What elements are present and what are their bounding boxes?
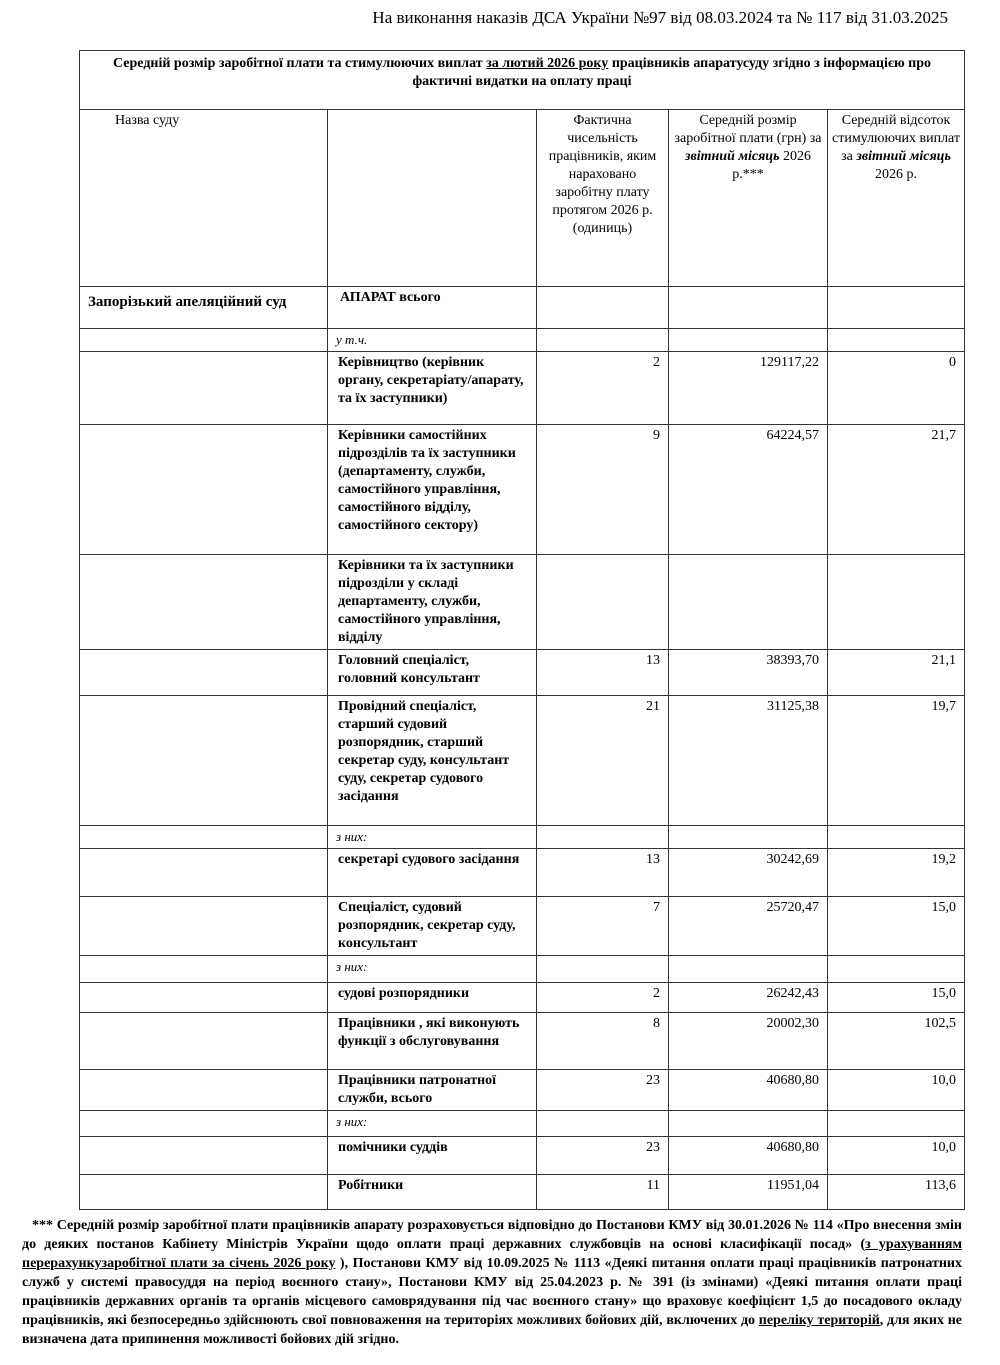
category-label: Головний спеціаліст, головний консультант [328, 650, 537, 696]
category-label: Робітники [328, 1175, 537, 1210]
title-period: за лютий 2026 року [486, 56, 609, 71]
avg-salary-cell: 25720,47 [669, 897, 828, 956]
table-title-row [80, 51, 965, 110]
salary-table [79, 50, 965, 1210]
court-cell [80, 425, 328, 555]
bonus-percent-cell: 21,1 [828, 650, 965, 696]
headcount-cell: 23 [537, 1070, 669, 1111]
category-label: помічники суддів [328, 1137, 537, 1175]
table-row [80, 329, 965, 352]
table-row [80, 696, 965, 826]
headcount-cell [537, 826, 669, 849]
bonus-percent-cell [828, 1111, 965, 1137]
table-row [80, 1070, 965, 1111]
bonus-percent-cell: 19,7 [828, 696, 965, 826]
court-cell: Запорізький апеляційний суд [80, 287, 328, 329]
bonus-percent-cell: 113,6 [828, 1175, 965, 1210]
category-label: з них: [328, 1111, 537, 1137]
category-label: Працівники патронатної служби, всього [328, 1070, 537, 1111]
bonus-percent-cell: 102,5 [828, 1013, 965, 1070]
header-court-name: Назва суду [80, 110, 328, 287]
table-row [80, 1137, 965, 1175]
category-label: Спеціаліст, судовий розпорядник, секретар суду, консультант [328, 897, 537, 956]
court-cell [80, 329, 328, 352]
bonus-percent-cell: 0 [828, 352, 965, 425]
header-bonus [828, 110, 965, 287]
category-label: АПАРАТ всього [328, 287, 537, 329]
bonus-percent-cell: 15,0 [828, 897, 965, 956]
header-bonus-year: 2026 р. [875, 167, 917, 182]
avg-salary-cell: 20002,30 [669, 1013, 828, 1070]
bonus-percent-cell: 10,0 [828, 1070, 965, 1111]
headcount-cell: 2 [537, 352, 669, 425]
headcount-cell [537, 956, 669, 983]
bonus-percent-cell: 21,7 [828, 425, 965, 555]
category-label: Працівники , які виконують функції з обслуговування [328, 1013, 537, 1070]
avg-salary-cell: 31125,38 [669, 696, 828, 826]
court-cell [80, 826, 328, 849]
headcount-cell: 9 [537, 425, 669, 555]
avg-salary-cell [669, 329, 828, 352]
avg-salary-cell [669, 287, 828, 329]
category-label: секретарі судового засідання [328, 849, 537, 897]
bonus-percent-cell [828, 287, 965, 329]
headcount-cell [537, 1111, 669, 1137]
bonus-percent-cell: 15,0 [828, 983, 965, 1013]
table-row [80, 650, 965, 696]
table-row [80, 287, 965, 329]
table-row [80, 849, 965, 897]
headcount-cell [537, 555, 669, 650]
court-cell [80, 983, 328, 1013]
table-row [80, 1175, 965, 1210]
footnote-text-3: , для яких не визначена дата припинення можливості бойових дій згідно. [22, 1313, 962, 1347]
table-title [80, 51, 965, 110]
title-text-2: працівників апаратусуду згідно з інформацією про фактичні видатки на оплату праці [412, 56, 931, 89]
table-row [80, 555, 965, 650]
category-label: Провідний спеціаліст, старший судовий розпорядник, старший секретар суду, консультант суду, секретар судового засідання [328, 696, 537, 826]
bonus-percent-cell [828, 329, 965, 352]
category-label: у т.ч. [328, 329, 537, 352]
court-cell [80, 849, 328, 897]
headcount-cell: 13 [537, 650, 669, 696]
table-row [80, 425, 965, 555]
court-cell [80, 956, 328, 983]
headcount-cell: 23 [537, 1137, 669, 1175]
bonus-percent-cell: 10,0 [828, 1137, 965, 1175]
bonus-percent-cell [828, 826, 965, 849]
court-cell [80, 1175, 328, 1210]
footnote-link-territories: переліку територій [758, 1313, 880, 1328]
headcount-cell: 8 [537, 1013, 669, 1070]
title-text: Середній розмір заробітної плати та стимулюючих виплат [113, 56, 487, 71]
order-reference: На виконання наказів ДСА України №97 від 08.03.2024 та № 117 від 31.03.2025 [372, 8, 948, 27]
header-avg-salary [669, 110, 828, 287]
court-cell [80, 352, 328, 425]
avg-salary-cell [669, 555, 828, 650]
header-avg-salary-text: Середній розмір заробітної плати (грн) за [674, 113, 822, 146]
footnote-text-2: ), Постанови КМУ від 10.09.2025 № 1113 «Деякі питання оплати праці працівників патронатних служб у системі правосуддя на період воєнного стану», Постанови КМУ від 25.04.2023 р. № 391 (із змінами) «Деякі питання оплати праці працівників державних органів та органів місцевого самоврядування під час воєнного стану» що враховує коефіцієнт 1,5 до посадового окладу працівників, які безпосередньо здійснюють свої повноваження на територіях можливих бойових дій, включених до [22, 1256, 962, 1328]
headcount-cell: 2 [537, 983, 669, 1013]
avg-salary-cell: 30242,69 [669, 849, 828, 897]
category-label: Керівники самостійних підрозділів та їх заступники (департаменту, служби, самостійного управління, самостійного відділу, самостійного сектору) [328, 425, 537, 555]
avg-salary-cell: 26242,43 [669, 983, 828, 1013]
court-cell [80, 1013, 328, 1070]
headcount-cell: 7 [537, 897, 669, 956]
headcount-cell [537, 287, 669, 329]
avg-salary-cell: 40680,80 [669, 1070, 828, 1111]
court-cell [80, 1137, 328, 1175]
table-row [80, 983, 965, 1013]
bonus-percent-cell: 19,2 [828, 849, 965, 897]
table-row [80, 897, 965, 956]
category-label: з них: [328, 956, 537, 983]
table-row [80, 826, 965, 849]
avg-salary-cell: 40680,80 [669, 1137, 828, 1175]
header-avg-salary-year: 2026 р.*** [732, 149, 811, 182]
category-label: Керівництво (керівник органу, секретаріату/апарату, та їх заступники) [328, 352, 537, 425]
headcount-cell: 11 [537, 1175, 669, 1210]
avg-salary-cell: 11951,04 [669, 1175, 828, 1210]
bonus-percent-cell [828, 956, 965, 983]
avg-salary-cell [669, 826, 828, 849]
court-cell [80, 555, 328, 650]
court-cell [80, 650, 328, 696]
header-avg-salary-month: звітний місяць [685, 149, 780, 164]
header-bonus-text: Середній відсоток стимулюючих виплат за [832, 113, 961, 164]
category-label: Керівники та їх заступники підрозділи у складі департаменту, служби, самостійного управління, відділу [328, 555, 537, 650]
court-cell [80, 1111, 328, 1137]
header-empty [328, 110, 537, 287]
footnote-underlined-1: з урахуванням перерахункузаробітної плати за січень 2026 року [22, 1237, 962, 1271]
header-bonus-month: звітний місяць [856, 149, 951, 164]
footnote-text-1: *** Середній розмір заробітної плати працівників апарату розраховується відповідно до Постанови КМУ від 30.01.2026 № 114 «Про внесення змін до деяких постанов Кабінету Міністрів України щодо оплати праці державних службовців на основі класифікації посад» ( [22, 1218, 962, 1252]
avg-salary-cell: 64224,57 [669, 425, 828, 555]
bonus-percent-cell [828, 555, 965, 650]
table-row [80, 352, 965, 425]
court-cell [80, 696, 328, 826]
header-headcount: Фактична чисельність працівників, яким нараховано заробітну плату протягом 2026 р.(одиниць) [537, 110, 669, 287]
headcount-cell: 13 [537, 849, 669, 897]
table-header-row [80, 110, 965, 287]
avg-salary-cell: 38393,70 [669, 650, 828, 696]
table-row [80, 1111, 965, 1137]
category-label: судові розпорядники [328, 983, 537, 1013]
court-cell [80, 1070, 328, 1111]
headcount-cell [537, 329, 669, 352]
avg-salary-cell [669, 1111, 828, 1137]
table-row [80, 1013, 965, 1070]
table-row [80, 956, 965, 983]
avg-salary-cell: 129117,22 [669, 352, 828, 425]
court-cell [80, 897, 328, 956]
footnote [22, 1216, 962, 1349]
category-label: з них: [328, 826, 537, 849]
headcount-cell: 21 [537, 696, 669, 826]
avg-salary-cell [669, 956, 828, 983]
